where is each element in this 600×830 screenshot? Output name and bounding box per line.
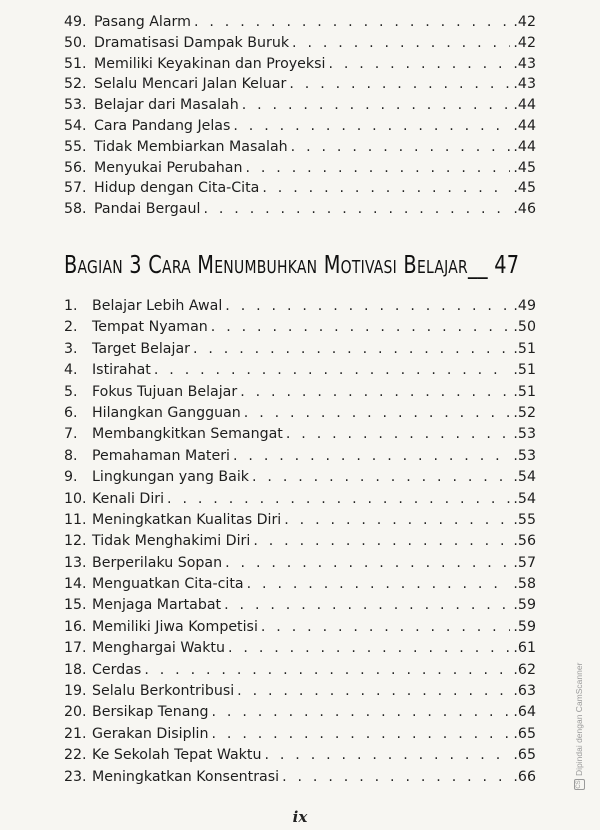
- toc-entry-title: Tempat Nyaman: [92, 319, 208, 336]
- toc-entry-page: .42: [513, 34, 536, 51]
- toc-entry-number: 52.: [64, 76, 87, 93]
- toc-entry-title: Menjaga Martabat: [92, 597, 222, 614]
- toc-entry-title: Tidak Menghakimi Diri: [92, 533, 251, 550]
- watermark-text: Dipindai dengan CamScanner: [574, 662, 584, 776]
- toc-entry-page: .56: [513, 533, 536, 550]
- toc-entry: [64, 95, 536, 116]
- toc-entry-number: 4.: [64, 362, 78, 379]
- toc-entry-page: .49: [513, 298, 536, 314]
- toc-entry-page: .58: [513, 576, 536, 593]
- toc-entry-number: 20.: [64, 704, 87, 721]
- toc-entry: [64, 595, 536, 616]
- toc-entry-number: 9.: [64, 469, 78, 486]
- toc-entry: [64, 339, 536, 360]
- toc-entry: [64, 158, 536, 179]
- dot-leader: [167, 489, 510, 510]
- toc-entry-number: 1.: [64, 298, 78, 314]
- section-heading: Bagian 3 Cara Menumbuhkan Motivasi Belajar__ 47: [64, 250, 520, 279]
- toc-entry-page: .55: [513, 511, 536, 528]
- scanner-watermark: [574, 662, 585, 790]
- dot-leader: [211, 317, 511, 338]
- toc-entry-number: 50.: [64, 34, 87, 51]
- dot-leader: [289, 74, 510, 95]
- toc-entry: [64, 403, 536, 424]
- dot-leader: [237, 681, 510, 702]
- toc-entry-title: Menyukai Perubahan: [94, 159, 243, 176]
- dot-leader: [286, 424, 511, 445]
- toc-entry-number: 22.: [64, 747, 87, 764]
- toc-entry-page: .53: [513, 447, 536, 464]
- toc-entry-title: Membangkitkan Semangat: [92, 426, 283, 443]
- dot-leader: [225, 296, 510, 317]
- toc-entry-number: 2.: [64, 319, 78, 336]
- dot-leader: [225, 553, 510, 574]
- toc-entry: [64, 617, 536, 638]
- toc-entry-number: 7.: [64, 426, 78, 443]
- toc-entry-title: Istirahat: [92, 362, 151, 379]
- toc-entry-number: 56.: [64, 159, 87, 176]
- toc-entry: [64, 681, 536, 702]
- toc-entry-number: 11.: [64, 511, 87, 528]
- toc-entry-title: Meningkatkan Kualitas Diri: [92, 511, 282, 528]
- toc-entry: [64, 360, 536, 381]
- toc-entry-page: .46: [513, 201, 536, 218]
- toc-entry: [64, 54, 536, 75]
- dot-leader: [193, 339, 510, 360]
- toc-entry-title: Selalu Berkontribusi: [92, 683, 235, 700]
- toc-entry-title: Cerdas: [92, 661, 142, 678]
- camscanner-icon: CS: [574, 779, 585, 790]
- toc-entry-title: Memiliki Keyakinan dan Proyeksi: [94, 55, 326, 72]
- toc-list-bottom: [64, 296, 536, 788]
- toc-entry-page: .64: [513, 704, 536, 721]
- toc-entry-page: .52: [513, 404, 536, 421]
- toc-entry-title: Pasang Alarm: [94, 14, 191, 30]
- dot-leader: [284, 510, 510, 531]
- toc-entry-title: Selalu Mencari Jalan Keluar: [94, 76, 287, 93]
- toc-entry-number: 57.: [64, 180, 87, 197]
- toc-entry-title: Cara Pandang Jelas: [94, 117, 231, 134]
- toc-entry-page: .43: [513, 55, 536, 72]
- toc-entry: [64, 489, 536, 510]
- toc-entry-title: Tidak Membiarkan Masalah: [94, 138, 288, 155]
- toc-entry-title: Pemahaman Materi: [92, 447, 230, 464]
- toc-entry-page: .63: [513, 683, 536, 700]
- toc-entry-page: .59: [513, 597, 536, 614]
- toc-entry: [64, 137, 536, 158]
- toc-entry-title: Hilangkan Gangguan: [92, 404, 241, 421]
- toc-entry-page: .53: [513, 426, 536, 443]
- toc-entry-title: Hidup dengan Cita-Cita: [94, 180, 260, 197]
- toc-entry-title: Menghargai Waktu: [92, 640, 225, 657]
- toc-entry-page: .61: [513, 640, 536, 657]
- toc-entry: [64, 553, 536, 574]
- toc-entry-page: .45: [513, 180, 536, 197]
- dot-leader: [194, 12, 510, 33]
- dot-leader: [247, 574, 511, 595]
- dot-leader: [154, 360, 511, 381]
- dot-leader: [240, 382, 510, 403]
- toc-entry: [64, 33, 536, 54]
- toc-entry-number: 13.: [64, 554, 87, 571]
- toc-entry-number: 10.: [64, 490, 87, 507]
- toc-entry-page: .51: [513, 340, 536, 357]
- toc-entry-page: .54: [513, 490, 536, 507]
- dot-leader: [262, 178, 510, 199]
- toc-entry-number: 51.: [64, 55, 87, 72]
- toc-entry-title: Lingkungan yang Baik: [92, 469, 249, 486]
- toc-entry: [64, 317, 536, 338]
- page-number: ix: [292, 808, 308, 826]
- toc-entry-number: 16.: [64, 618, 87, 635]
- toc-entry-title: Memiliki Jiwa Kompetisi: [92, 618, 258, 635]
- toc-entry: [64, 574, 536, 595]
- toc-entry: [64, 767, 536, 788]
- toc-entry-page: .59: [513, 618, 536, 635]
- toc-entry-number: 19.: [64, 683, 87, 700]
- toc-list-top: [64, 12, 536, 220]
- dot-leader: [211, 702, 510, 723]
- toc-entry-number: 58.: [64, 201, 87, 218]
- toc-entry-page: .54: [513, 469, 536, 486]
- toc-entry: [64, 199, 536, 220]
- toc-entry-number: 54.: [64, 117, 87, 134]
- dot-leader: [233, 116, 510, 137]
- dot-leader: [291, 137, 511, 158]
- toc-entry-page: .45: [513, 159, 536, 176]
- toc-entry: [64, 116, 536, 137]
- dot-leader: [328, 54, 510, 75]
- toc-entry-page: .51: [513, 362, 536, 379]
- toc-entry-title: Ke Sekolah Tepat Waktu: [92, 747, 262, 764]
- toc-entry: [64, 724, 536, 745]
- toc-entry: [64, 467, 536, 488]
- dot-leader: [228, 638, 510, 659]
- toc-entry: [64, 660, 536, 681]
- toc-entry: [64, 74, 536, 95]
- toc-entry-title: Belajar dari Masalah: [94, 97, 239, 114]
- toc-entry: [64, 702, 536, 723]
- toc-entry: [64, 531, 536, 552]
- toc-entry-title: Menguatkan Cita-cita: [92, 576, 244, 593]
- dot-leader: [212, 724, 511, 745]
- toc-entry-number: 21.: [64, 725, 87, 742]
- toc-entry: [64, 638, 536, 659]
- toc-entry-title: Berperilaku Sopan: [92, 554, 223, 571]
- toc-entry-number: 8.: [64, 447, 78, 464]
- dot-leader: [224, 595, 510, 616]
- toc-entry-page: .65: [513, 747, 536, 764]
- toc-entry: [64, 12, 536, 33]
- dot-leader: [245, 158, 510, 179]
- toc-entry-page: .43: [513, 76, 536, 93]
- toc-entry-number: 14.: [64, 576, 87, 593]
- toc-entry: [64, 178, 536, 199]
- dot-leader: [253, 531, 510, 552]
- toc-entry-number: 15.: [64, 597, 87, 614]
- toc-entry: [64, 510, 536, 531]
- toc-entry-page: .65: [513, 725, 536, 742]
- dot-leader: [203, 199, 510, 220]
- toc-entry-page: .44: [513, 97, 536, 114]
- toc-entry: [64, 745, 536, 766]
- toc-entry-title: Kenali Diri: [92, 490, 165, 507]
- toc-entry-number: 18.: [64, 661, 87, 678]
- toc-entry-number: 23.: [64, 768, 87, 785]
- toc-entry-title: Meningkatkan Konsentrasi: [92, 768, 280, 785]
- dot-leader: [244, 403, 511, 424]
- dot-leader: [144, 660, 510, 681]
- toc-entry-page: .42: [513, 14, 536, 30]
- toc-entry-page: .44: [513, 117, 536, 134]
- toc-entry-title: Fokus Tujuan Belajar: [92, 383, 238, 400]
- toc-entry: [64, 446, 536, 467]
- toc-entry-page: .50: [513, 319, 536, 336]
- toc-entry-page: .62: [513, 661, 536, 678]
- dot-leader: [261, 617, 511, 638]
- toc-entry: [64, 424, 536, 445]
- toc-entry-title: Target Belajar: [92, 340, 190, 357]
- dot-leader: [282, 767, 510, 788]
- toc-entry-title: Gerakan Disiplin: [92, 725, 209, 742]
- toc-entry-title: Bersikap Tenang: [92, 704, 209, 721]
- toc-entry-number: 3.: [64, 340, 78, 357]
- toc-entry-number: 55.: [64, 138, 87, 155]
- toc-entry-number: 5.: [64, 383, 78, 400]
- toc-entry-page: .66: [513, 768, 536, 785]
- dot-leader: [292, 33, 510, 54]
- toc-entry-number: 49.: [64, 14, 87, 30]
- dot-leader: [252, 467, 510, 488]
- toc-entry: [64, 382, 536, 403]
- dot-leader: [233, 446, 510, 467]
- toc-entry-number: 53.: [64, 97, 87, 114]
- toc-entry-page: .57: [513, 554, 536, 571]
- toc-entry-number: 6.: [64, 404, 78, 421]
- toc-entry-number: 12.: [64, 533, 87, 550]
- toc-entry-page: .44: [513, 138, 536, 155]
- toc-entry-title: Belajar Lebih Awal: [92, 298, 223, 314]
- dot-leader: [242, 95, 511, 116]
- dot-leader: [264, 745, 510, 766]
- toc-entry-number: 17.: [64, 640, 87, 657]
- toc-entry: [64, 296, 536, 317]
- toc-entry-page: .51: [513, 383, 536, 400]
- toc-entry-title: Pandai Bergaul: [94, 201, 201, 218]
- toc-entry-title: Dramatisasi Dampak Buruk: [94, 34, 290, 51]
